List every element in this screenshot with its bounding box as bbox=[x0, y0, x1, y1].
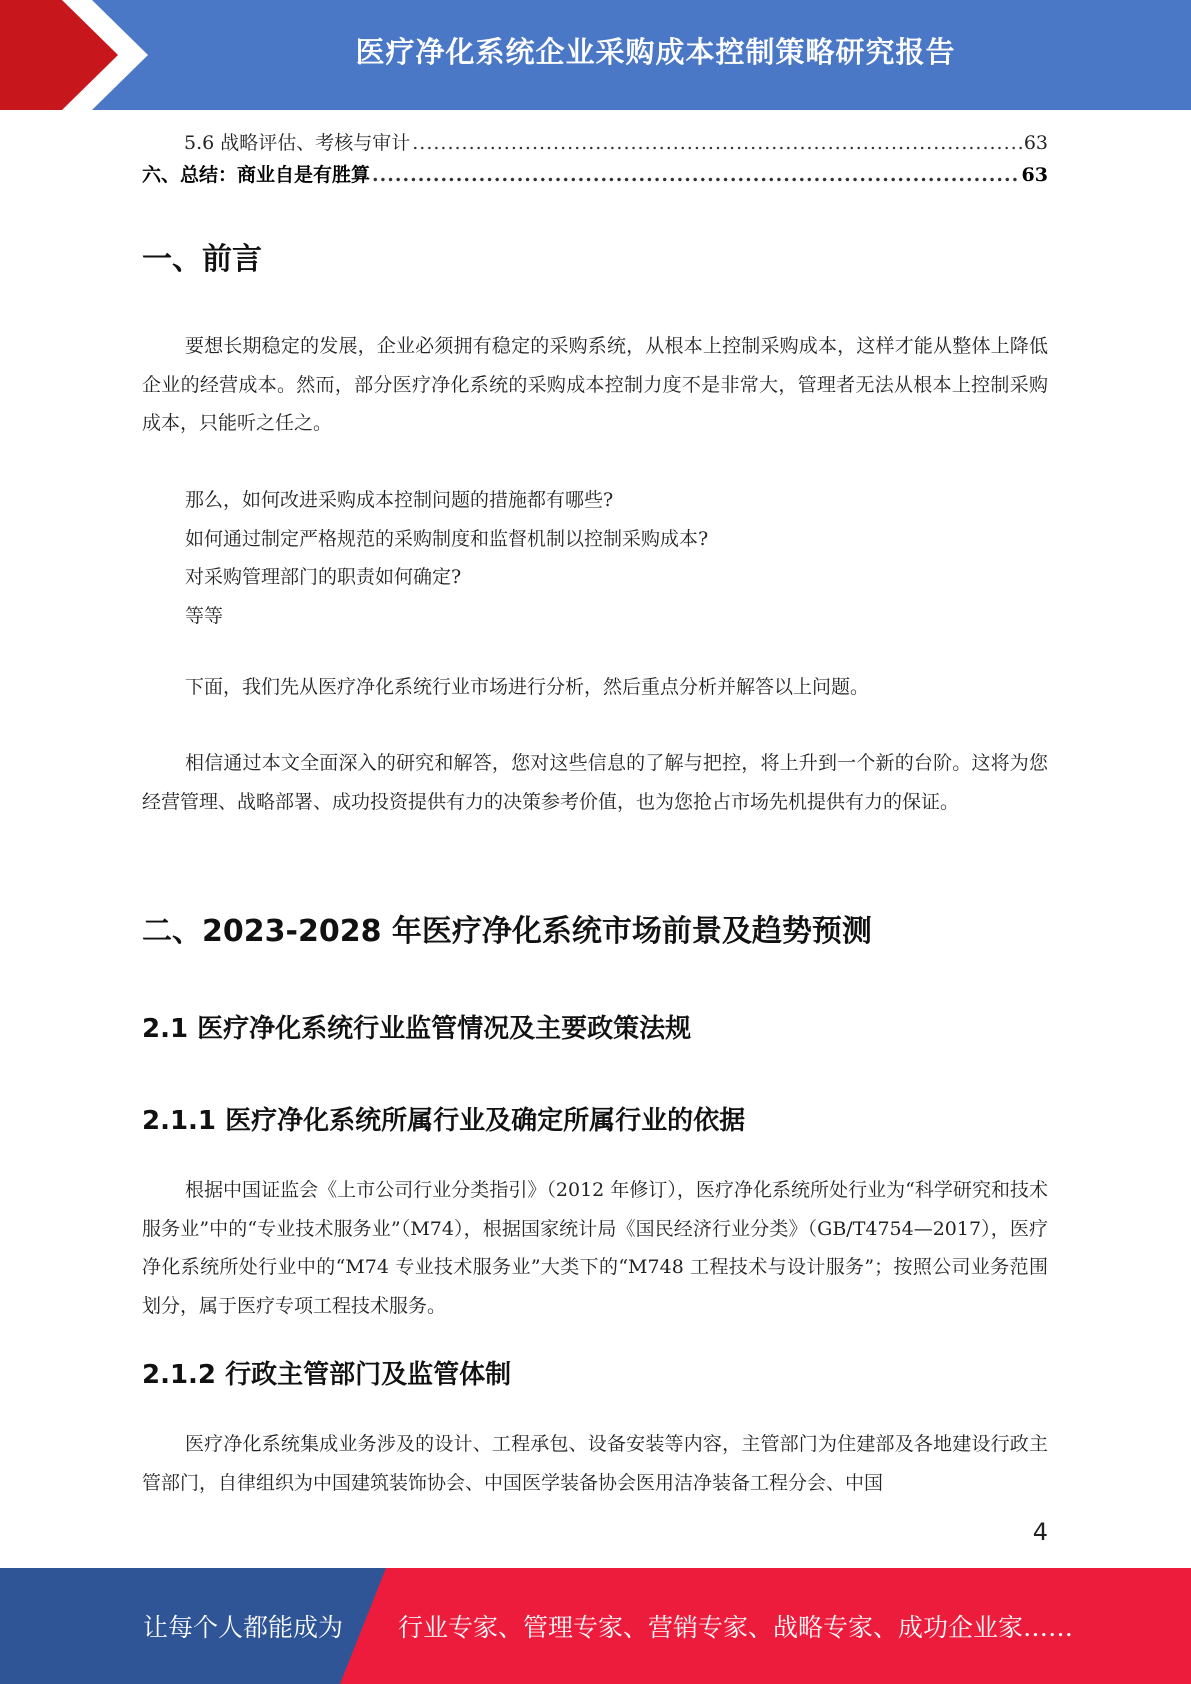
preface-question-list bbox=[185, 481, 1045, 635]
heading-2-1: 2.1 医疗净化系统行业监管情况及主要政策法规 bbox=[142, 1014, 692, 1044]
toc-entry-label: 六、总结：商业自是有胜算 bbox=[142, 164, 371, 186]
list-item: 对采购管理部门的职责如何确定? bbox=[185, 566, 462, 588]
preface-paragraph-2: 下面，我们先从医疗净化系统行业市场进行分析，然后重点分析并解答以上问题。 bbox=[185, 676, 870, 698]
footer-banner bbox=[0, 1568, 1191, 1684]
toc-entry-label: 5.6 战略评估、考核与审计 bbox=[184, 132, 411, 154]
toc-entry-page: 63 bbox=[1023, 132, 1048, 154]
heading-preface: 一、前言 bbox=[142, 242, 262, 277]
toc-leader-dots bbox=[412, 132, 1022, 154]
table-of-contents bbox=[142, 128, 1048, 192]
heading-market-outlook: 二、2023-2028 年医疗净化系统市场前景及趋势预测 bbox=[142, 914, 872, 949]
toc-entry[interactable] bbox=[142, 128, 1048, 160]
list-item: 等等 bbox=[185, 604, 224, 627]
header-bar bbox=[0, 0, 1191, 110]
heading-2-1-2: 2.1.2 行政主管部门及监管体制 bbox=[142, 1360, 512, 1390]
footer-slogan-left: 让每个人都能成为 bbox=[143, 1613, 344, 1642]
toc-leader-dots bbox=[372, 164, 1020, 186]
paragraph-2-1-1: 根据中国证监会《上市公司行业分类指引》（2012 年修订），医疗净化系统所处行业为“科学研究和技术服务业”中的“专业技术服务业”（M74），根据国家统计局《国民经济行业分类》（GB/T4754—2017），医疗净化系统所处行业中的“M74 专业技术服务业”大类下的“M748 工程技术与设计服务”；按照公司业务范围划分，属于医疗专项工程技术服务。 bbox=[142, 1179, 1048, 1317]
list-item: 那么，如何改进采购成本控制问题的措施都有哪些? bbox=[185, 489, 614, 511]
list-item: 如何通过制定严格规范的采购制度和监督机制以控制采购成本? bbox=[185, 527, 709, 550]
paragraph-2-1-2: 医疗净化系统集成业务涉及的设计、工程承包、设备安装等内容，主管部门为住建部及各地建设行政主管部门，自律组织为中国建筑装饰协会、中国医学装备协会医用洁净装备工程分会、中国 bbox=[142, 1433, 1048, 1494]
footer-slogan-right: 行业专家、管理专家、营销专家、战略专家、成功企业家…… bbox=[398, 1613, 1074, 1642]
page-number: 4 bbox=[1032, 1518, 1048, 1546]
toc-entry[interactable] bbox=[142, 160, 1048, 192]
heading-2-1-1: 2.1.1 医疗净化系统所属行业及确定所属行业的依据 bbox=[142, 1106, 746, 1136]
preface-paragraph-3: 相信通过本文全面深入的研究和解答，您对这些信息的了解与把控，将上升到一个新的台阶。这将为您经营管理、战略部署、成功投资提供有力的决策参考价值，也为您抢占市场先机提供有力的保证。 bbox=[142, 752, 1048, 813]
toc-entry-page: 63 bbox=[1021, 164, 1048, 186]
preface-paragraph-1: 要想长期稳定的发展，企业必须拥有稳定的采购系统，从根本上控制采购成本，这样才能从整体上降低企业的经营成本。然而，部分医疗净化系统的采购成本控制力度不是非常大，管理者无法从根本上控制采购成本，只能听之任之。 bbox=[142, 335, 1048, 434]
header-arrow-decoration bbox=[0, 0, 160, 110]
document-title: 医疗净化系统企业采购成本控制策略研究报告 bbox=[355, 34, 956, 69]
